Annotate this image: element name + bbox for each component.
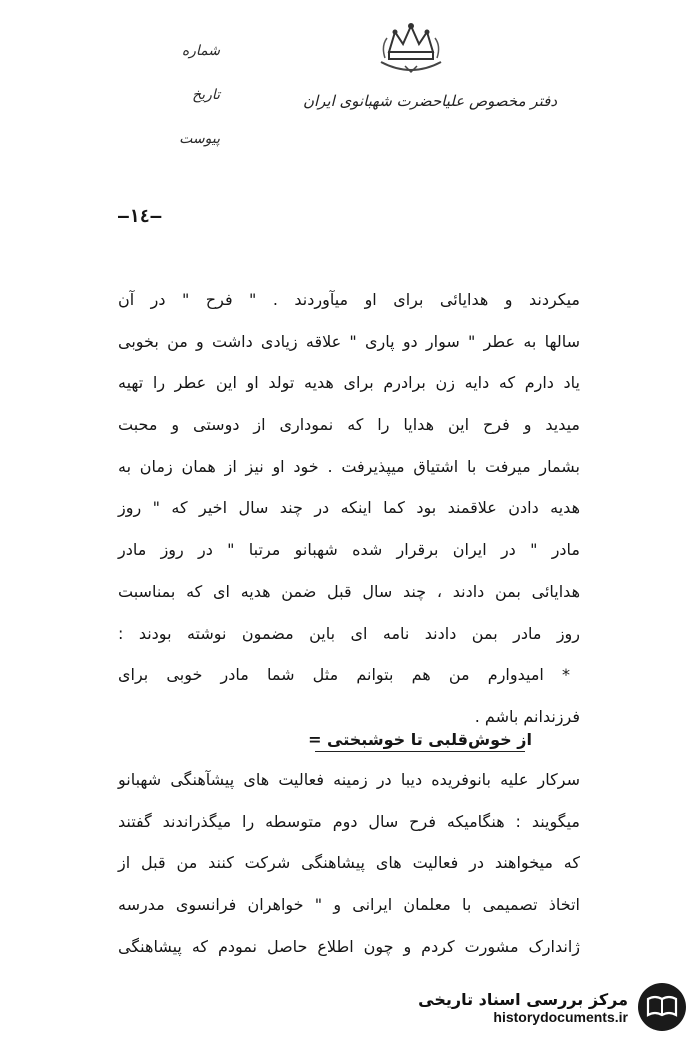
watermark-text (418, 990, 628, 1025)
heading-underline (315, 751, 525, 752)
page-number: —١٤— (118, 206, 162, 227)
quote-line: * امیدوارم من هم بتوانم مثل شما مادر خوبی برای (118, 665, 570, 685)
text-line: یاد دارم که دایه زن برادرم برای هدیه تولد او این عطر را تهیه (118, 373, 580, 393)
text-line: هدیه دادن علاقمند بود کما اینکه در چند سال اخیر که " روز (118, 498, 580, 518)
section-heading-block (285, 730, 555, 752)
text-line: روز مادر بمن دادند نامه ای باین مضمون نوشته بودند : (118, 623, 580, 643)
watermark-site: historydocuments.ir (493, 1008, 628, 1025)
text-line: فرزندانم باشم . (474, 706, 580, 726)
text-line: سالها به عطر " سوار دو پاری " علاقه زیادی داشت و من بخوبی (118, 331, 580, 351)
paragraph-2 (118, 770, 580, 978)
office-title: دفتر مخصوص علیاحضرت شهبانوی ایران (302, 92, 558, 110)
letterhead-fields (160, 42, 220, 174)
text-line: میدید و فرح این هدایا را که نموداری از دوستی و محبت (118, 415, 580, 435)
text-line: اتخاذ تصمیمی با معلمان ایرانی و " خواهران فرانسوی مدرسه (118, 895, 580, 915)
text-line: سرکار علیه بانوفریده دیبا در زمینه فعالیت های پیشآهنگی شهبانو (118, 770, 580, 789)
field-number: شماره (181, 43, 220, 59)
section-heading: از خوش‌قلبی تا خوشبختی = (308, 730, 532, 749)
paragraph-1 (118, 290, 580, 749)
crown-emblem-icon (375, 18, 447, 78)
watermark-title: مرکز بررسی اسناد تاریخی (418, 989, 628, 1009)
text-line: که میخواهند در فعالیت های پیشاهنگی شرکت کنند من قبل از (118, 853, 580, 873)
archive-watermark (418, 977, 688, 1037)
book-icon (636, 981, 688, 1033)
text-line: میکردند و هدایائی برای او میآوردند . " فرح " در آن (118, 290, 580, 309)
text-line: بشمار میرفت با اشتیاق میپذیرفت . خود او نیز از همان زمان به (118, 456, 580, 476)
field-date: تاریخ (192, 87, 220, 103)
text-line: هدایائی بمن دادند ، چند سال قبل ضمن هدیه ای که بمناسبت (118, 581, 580, 601)
field-attachment: پیوست (179, 131, 220, 147)
text-line: میگویند : هنگامیکه فرح سال دوم متوسطه را میگذراندند گفتند (118, 811, 580, 831)
text-line: ژاندارک مشورت کردم و چون اطلاع حاصل نمودم که پیشاهنگی (118, 936, 580, 956)
text-line: مادر " در ایران برقرار شده شهبانو مرتبا " در روز مادر (118, 540, 580, 560)
